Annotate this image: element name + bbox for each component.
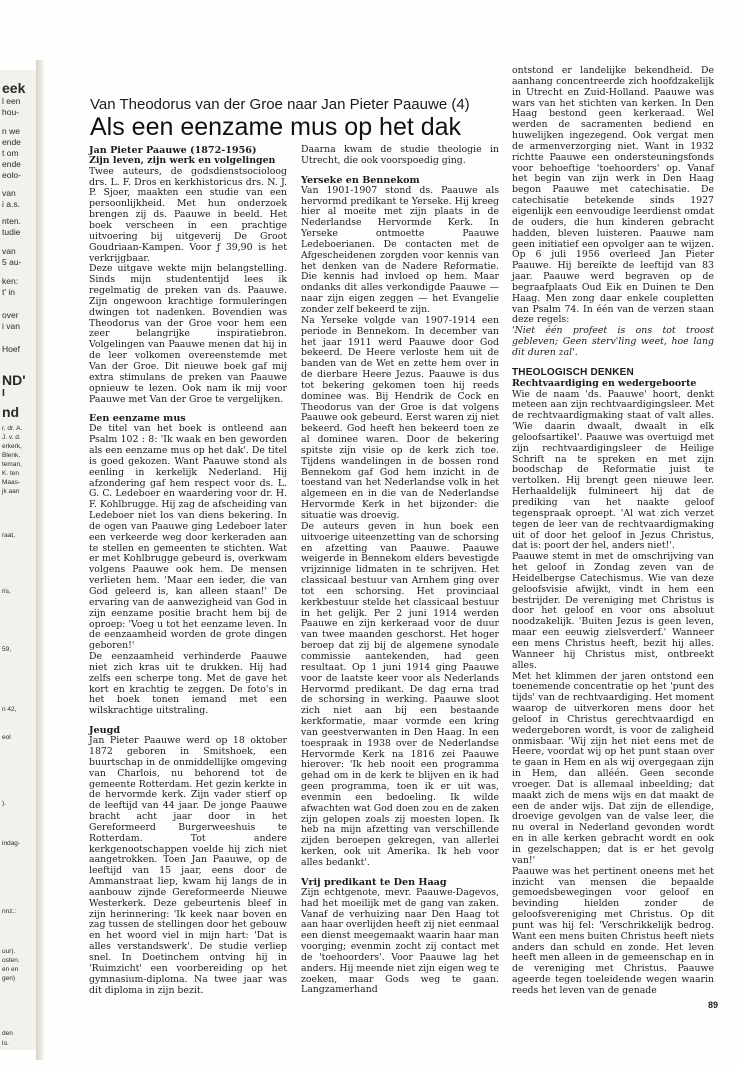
body-paragraph: Na Yerseke volgde van 1907-1914 een periode in Bennekom. In december van het jaar 1911 werd Paauwe door God bekeerd. De Heere verloste hem uit de banden van de Wet en zette hem over in de dierbare Heere Jezus. Paauwe is dus tot bekering gekomen toen hij reeds dominee was. Bij Hendrik de Cock en Theodorus van der Groe is dat volgens Paauwe ook gebeurd. Eerst waren zij niet bekeerd. God heeft hen bekeerd toen ze al dominee waren. Door de bekering spitste zijn visie op de kerk zich toe. Tijdens wandelingen in de bossen rond Bennekom gaf God hem inzicht in de toestand van het Nederlandse volk in het algemeen en in die van de Nederlandse Hervormde Kerk in het bijzonder: die situatie was droevig. [301,314,499,521]
body-paragraph: Zijn echtgenote, mevr. Paauwe-Dagevos, had het moeilijk met de gang van zaken. Vanaf de verhuizing naar Den Haag tot aan haar overlijden heeft zij niet eenmaal een dienst meegemaakt waarin haar man voorging; evenmin zocht zij contact met de 'toehoorders'. Voor Paauwe lag het anders. Hij meende niet zijn eigen weg te zoeken, maar Gods weg te gaan. Langzamerhand [301,886,499,996]
previous-page-strip [0,70,37,1050]
body-paragraph: Wie de naam 'ds. Paauwe' hoort, denkt meteen aan zijn rechtvaardigingsleer. Met de rechtvaardigmaking staat of valt alles. 'Wie daarin dwaalt, dwaalt in elk geloofsartikel'. Paauwe was overtuigd met zijn rechtvaardigingsleer de Heilige Schrift na te spreken en met zijn boodschap de Reformatie juist te vertolken. Hij brengt geen nieuwe leer. Herhaaldelijk fulmineert hij dat de prediking van het naakte geloof tegenspraak oproept. 'Al wat zich verzet tegen de leer van de rechtvaardigmaking uit of door het geloof in Jezus Christus, dat is: poort der hel, anders niet!'. [512,388,714,552]
text-column-1 [89,145,287,996]
strip-fragment: uur). [2,948,16,955]
strip-fragment: eek [2,80,26,96]
strip-fragment: nnz.: [2,908,17,915]
strip-fragment: eolo- [2,170,21,180]
article-headline: Als een eenzame mus op het dak [90,113,462,141]
part-heading: THEOLOGISCH DENKEN [512,366,634,378]
magazine-page [44,0,738,1068]
body-paragraph: De eenzaamheid verhinderde Paauwe niet zich kras uit te drukken. Hij had zelfs een scherpe tong. Met de gave het kort en krachtig te zeggen. De foto's in het boek tonen iemand met een wilskrachtige uitstraling. [89,651,287,717]
section-heading: Een eenzame mus [89,413,186,425]
strip-fragment: en en [2,966,19,973]
strip-fragment: teman, [2,461,22,468]
strip-fragment: ). [2,800,6,807]
strip-fragment: van [2,246,16,256]
strip-fragment: 59, [2,646,12,653]
strip-fragment: t om [2,148,19,158]
body-paragraph: Deze uitgave wekte mijn belangstelling. Sinds mijn studententijd lees ik regelmatig de preken van ds. Paauwe. Zijn ongewoon krachtige formuleringen dwingen tot nadenken. Bovendien was Theodorus van der Groe voor hem een zeer belangrijke inspiratiebron. Volgelingen van Paauwe menen dat hij in de leer volkomen overeenstemde met Van der Groe. Dit nieuwe boek gaf mij extra stimulans de preken van Paauwe opnieuw te lezen. Ook nam ik mij voor Paauwe met Van der Groe te vergelijken. [89,263,287,405]
strip-fragment: 5 au- [2,257,22,267]
strip-fragment: eol [2,734,11,741]
strip-fragment: nten. [2,216,21,226]
body-paragraph: Paauwe stemt in met de omschrijving van het geloof in Zondag zeven van de Heidelbergse Catechismus. Wie van deze geloofsvisie afwijkt, vindt in hem een bestrijder. De vereniging met Christus is door het geloof en voor ons absoluut noodzakelijk. 'Buiten Jezus is geen leven, maar een eeuwig zielsverderf.' Wanneer een mens Christus heeft, bezit hij alles. Wanneer hij Christus mist, ontbreekt alles. [512,551,714,671]
strip-fragment: nd [2,404,20,420]
body-paragraph: Van 1901-1907 stond ds. Paauwe als hervormd predikant te Yerseke. Hij kreeg hier al moeite met zijn plaats in de Nederlandse Hervormde Kerk. In Yerseke ontmoette Paauwe Ledeboerianen. De contacten met de Afgescheidenen zorgden voor kennis van het denken van de Nadere Reformatie. Die kennis had invloed op hem. Maar ondanks dit alles verkondigde Paauwe — naar zijn eigen zeggen — het Evangelie zonder zelf bekeerd te zijn. [301,184,499,315]
section-heading: Jan Pieter Paauwe (1872-1956) [89,145,257,156]
strip-fragment: gen) [2,975,16,982]
strip-fragment: K. ten [2,470,19,477]
body-paragraph: Jan Pieter Paauwe werd op 18 oktober 1872 geboren in Smitshoek, een buurtschap in de onmiddellijke omgeving van Charlois, nu behorend tot de gemeente Rotterdam. Het gezin kerkte in de hervormde kerk. Zijn vader stierf op de leeftijd van 44 jaar. De jonge Paauwe bracht acht jaar door in het Gereformeerd Burgerweeshuis te Rotterdam. Tot andere kerkgenootschappen voelde hij zich niet aangetrokken. Toen Jan Paauwe, op de leeftijd van 15 jaar, eens door de Ammanstraat liep, kwam hij langs de in aanbouw zijnde Gereformeerde Nieuwe Westerkerk. Deze gebeurtenis bleef in zijn herinnering: 'Ik keek naar boven en zag tussen de stellingen door het gebouw en het woord viel in mijn hart: 'Dat is alles verstandswerk'. De studie verliep snel. In Doetinchem ontving hij in 'Ruimzicht' een voorbereiding op het gymnasium-diploma. Na twee jaar was dit diploma in zijn bezit. [89,735,287,996]
strip-fragment: van [2,188,16,198]
strip-fragment: ken: [2,276,19,286]
strip-fragment: indag- [2,840,21,847]
body-paragraph: Daarna kwam de studie theologie in Utrecht, die ook voorspoedig ging. [301,144,499,166]
strip-fragment: ND' [2,372,26,388]
strip-fragment: Hoef [2,344,20,354]
strip-fragment: lo. [2,1040,9,1047]
strip-fragment: Maas- [2,479,21,486]
strip-fragment: J. v. d. [2,434,21,441]
body-paragraph: ontstond er landelijke bekendheid. De aanhang concentreerde zich hoofdzakelijk in Utrecht en Zuid-Holland. Paauwe was wars van het stichten van kerken. In Den Haag bestond geen kerkeraad. Wel werden de sacramenten bediend en huwelijken ingezegend. Ook vergat men de armenverzorging niet. Want in 1932 richtte Paauwe een ondersteuningsfonds voor behoeftige 'toehoorders' op. Vanaf het begin van zijn werk in Den Haag begon Paauwe met catechisatie. De catechisatie betekende sinds 1927 eigenlijk een eenvoudige leerdienst omdat de ouders, die hun kinderen gebracht hadden, bleven luisteren. Paauwe nam geen initiatief een opvolger aan te wijzen. Op 6 juli 1956 overleed Jan Pieter Paauwe. Hij bereikte de leeftijd van 83 jaar. Paauwe werd begraven op de begraafplaats Oud Eik en Duinen te Den Haag. Men zong daar enkele coupletten van Psalm 74. In één van de verzen staan deze regels: [512,65,714,326]
section-subheading: Zijn leven, zijn werk en volgelingen [89,155,276,166]
strip-fragment: tudie [2,227,21,237]
section-heading: Jeugd [89,725,121,737]
text-column-2 [301,145,499,996]
strip-fragment: n 42, [2,706,17,713]
strip-fragment: hou- [2,107,20,117]
body-paragraph: Met het klimmen der jaren ontstond een toenemende concentratie op het 'punt des tijds' van de rechtvaardiging. Het moment waarop de uitverkoren mens door het geloof in Christus gerechtvaardigd en wedergeboren wordt, is voor de zaligheid onmisbaar. 'Wij zijn het niet eens met de Heere, voordat wij op het punt staan over te gaan in Hem en als wij overgegaan zijn in Hem, dan alléén. Geen seconde vroeger. Dat is allemaal inbeelding; dat maakt zich de mens wijs en dat maakt de een de ander wijs. Dat zijn de ellendige, droevige gevolgen van de valse leer, die nu overal in Nederland gevonden wordt en in alle kerken gebracht wordt en ook in gezelschappen; dat is er het gevolg van!' [512,670,714,866]
page-fold-shadow [36,60,44,1060]
strip-fragment: i a.s. [2,199,20,209]
strip-fragment: ende [2,137,21,147]
strip-fragment: l een [2,96,21,106]
text-column-3 [512,66,714,997]
strip-fragment: den [2,1030,13,1037]
strip-fragment: Blenk, [2,452,21,459]
series-kicker: Van Theodorus van der Groe naar Jan Pieter Paauwe (4) [90,96,470,113]
strip-fragment: I [2,387,5,399]
psalm-quote: 'Niet één profeet is ons tot troost gebleven; Geen sterv'ling weet, hoe lang dit duren zal'. [512,325,714,358]
body-paragraph: De auteurs geven in hun boek een uitvoerige uiteenzetting van de schorsing en afzetting van Paauwe. Paauwe weigerde in Bennekom elders bevestigde vrijzinnige lidmaten in te schrijven. Het classicaal bestuur van Arnhem ging over tot een schorsing. Het provinciaal kerkbestuur stelde het classicaal bestuur in het gelijk. Per 2 juni 1914 werden Paauwe en zijn kerkeraad voor de duur van twee maanden geschorst. Het hoger beroep dat zij bij de algemene synodale commissie aantekenden, had geen resultaat. Op 1 juni 1914 ging Paauwe voor de laatste keer voor als Nederlands Hervormd predikant. De dag erna trad de schorsing in werking. Paauwe sloot zich niet aan bij een bestaande kerkformatie, maar vormde een kring van geestverwanten in Den Haag. In een toespraak in 1938 over de Nederlandse Hervormde Kerk na 1816 zei Paauwe hierover: 'Ik heb nooit een programma gehad om in de kerk te blijven en ik had geen programma, toen ik er uit was, evenmin een bedoeling. Ik wilde afwachten wat God doen zou en de zaken zijn gelopen zoals zij moesten lopen. Ik heb na mijn afzetting van verschillende zijden beroepen gekregen, van allerlei kerken, ook uit Amerika. Ik heb voor alles bedankt'. [301,520,499,868]
strip-fragment: osten. [2,957,20,964]
strip-fragment: ende [2,159,21,169]
strip-fragment: n we [2,126,20,136]
strip-fragment: over [2,310,19,320]
body-paragraph: Paauwe was het pertinent oneens met het inzicht van mensen die bepaalde gemoedsbewegingen voor geloof en bevinding hielden zonder de geloofsvereniging met Christus. Op dit punt was hij fel: 'Verschrikkelijk bedrog. Want een mens buiten Christus heeft niets anders dan schuld en zonde. Het leven heeft men alleen in de gemeenschap en in de vereniging met Christus. Paauwe ageerde tegen toeleidende wegen waarin reeds het leven van de genade [512,865,714,996]
body-paragraph: De titel van het boek is ontleend aan Psalm 102 : 8: 'Ik waak en ben geworden als een eenzame mus op het dak'. De titel is goed gekozen. Want Paauwe stond als eenling in kerkelijk Nederland. Hij afzondering gaf hem respect voor ds. L. G. C. Ledeboer en waardering voor dr. H. F. Kohlbrugge. Hij zag de afscheiding van Ledeboer niet los van diens bekering. In de ogen van Paauwe ging Ledeboer later een verkeerde weg door kerkeraden aan te stellen en gemeenten te stichten. Wat er met Kohlbrugge gebeurd is, overkwam volgens Paauwe ook hem. De mensen verlieten hem. 'Maar een ieder, die van God geleerd is, kan alleen staan!' De ervaring van de aanwezigheid van God in zijn eenzame positie bracht hem bij de oproep: 'Voeg u tot het eenzame leven. In de eenzaamheid worden de grote dingen geboren!' [89,423,287,652]
section-subheading: Rechtvaardiging en wedergeboorte [512,377,697,389]
section-heading: Vrij predikant te Den Haag [301,876,447,888]
strip-fragment: raat, [2,532,16,539]
strip-fragment: erkerk, [2,443,22,450]
page-number: 89 [708,1000,719,1010]
body-paragraph: Twee auteurs, de godsdienstsocioloog drs. L. F. Dros en kerkhistoricus drs. N. J. P. Sjoer, maakten een studie van een persoonlijkheid. Met hun onderzoek brengen zij ds. Paauwe in beeld. Het boek verscheen in een prachtige uitvoering bij uitgeverij De Groot Goudriaan-Kampen. Voor ƒ 39,90 is het verkrijgbaar. [89,165,287,264]
strip-fragment: t' in [2,287,15,297]
strip-fragment: r, dr. A. [2,425,23,432]
strip-fragment: i van [2,321,20,331]
section-heading: Yerseke en Bennekom [301,174,420,186]
strip-fragment: ris, [2,588,11,595]
strip-fragment: jk aan [2,488,20,495]
